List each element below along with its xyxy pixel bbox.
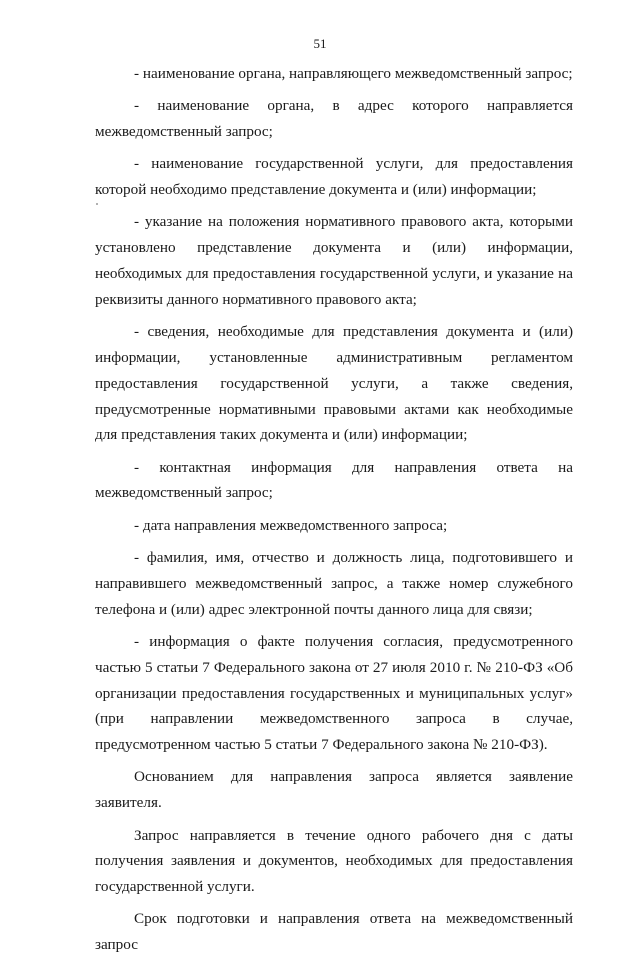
list-item-service-name: - наименование государственной услуги, для предоставления которой необходимо представление документа и (или) информации; [95, 155, 573, 199]
document-body [95, 61, 573, 965]
paragraph-request-timing: Запрос направляется в течение одного рабочего дня с даты получения заявления и документов, необходимых для предоставления государственной услуги. [95, 826, 573, 896]
list-item-responsible-person: - фамилия, имя, отчество и должность лица, подготовившего и направившего межведомственный запрос, а также номер служебного телефона и (или) адрес электронной почты данного лица для связи; [95, 549, 573, 618]
list-item-requesting-organ: - наименование органа, направляющего межведомственный запрос; [134, 65, 573, 82]
list-item-consent-info: - информация о факте получения согласия, предусмотренного частью 5 статьи 7 Федерального закона от 27 июля 2010 г. № 210-ФЗ «Об организации предоставления государственных и муниципальных услуг» (при направлении межведомственного запроса в случае, предусмотренном частью 5 статьи 7 Федерального закона № 210-ФЗ). [95, 632, 573, 754]
list-item-legal-act: - указание на положения нормативного правового акта, которыми установлено представление документа и (или) информации, необходимых для предоставления государственной услуги, и указание на реквизиты данного нормативного правового акта; [95, 213, 573, 308]
list-item-required-info: - сведения, необходимые для представления документа и (или) информации, установленные административным регламентом предоставления государственной услуги, а также сведения, предусмотренные нормативными правовыми актами как необходимые для представления таких документа и (или) информации; [95, 323, 573, 444]
paragraph-basis: Основанием для направления запроса является заявление заявителя. [95, 768, 573, 812]
page-number: 51 [313, 36, 327, 51]
paragraph-response-deadline: Срок подготовки и направления ответа на межведомственный запрос [95, 910, 573, 954]
list-item-contact-info: - контактная информация для направления ответа на межведомственный запрос; [95, 458, 573, 502]
list-item-request-date: - дата направления межведомственного запроса; [134, 516, 448, 534]
list-item-addressee-organ: - наименование органа, в адрес которого направляется межведомственный запрос; [95, 97, 573, 141]
